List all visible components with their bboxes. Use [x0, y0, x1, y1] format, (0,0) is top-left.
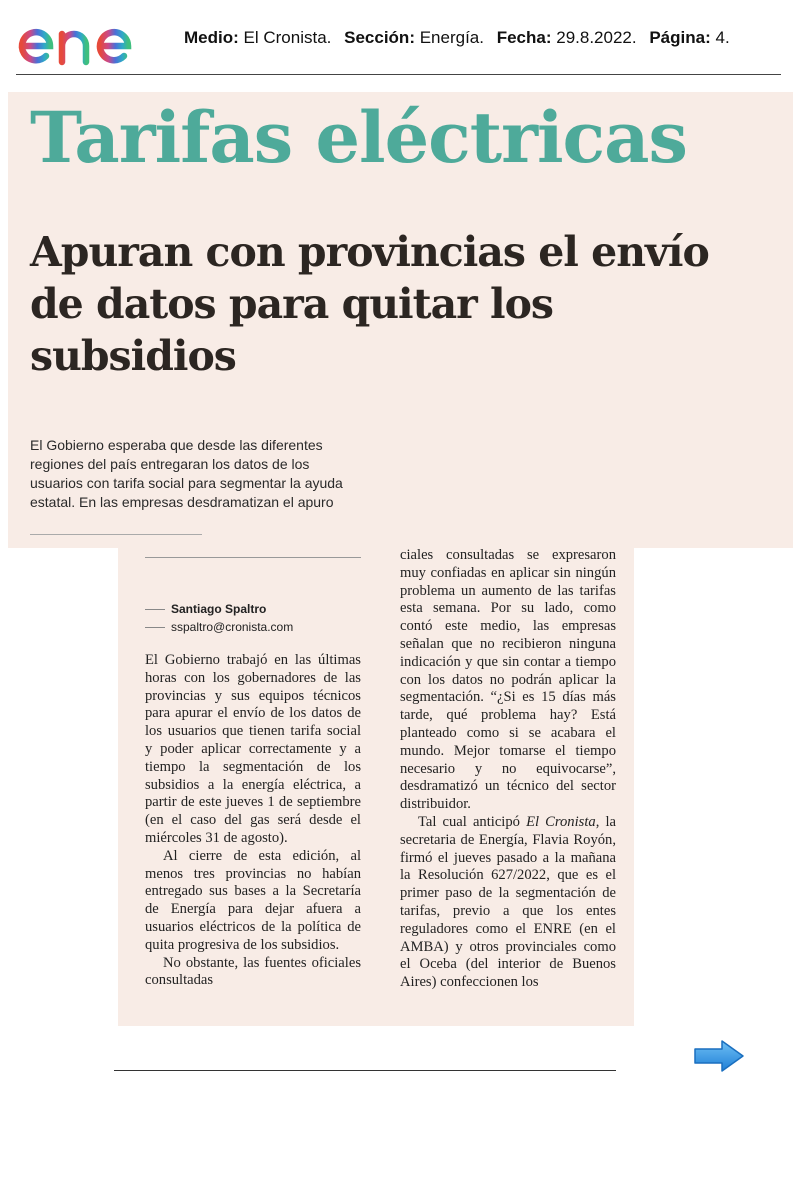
article-lead: El Gobierno esperaba que desde las diferentes regiones del país entregaran los datos de los usuarios con tarifa social para segmentar la ayuda estatal. En las empresas desdramatizan el apuro [30, 437, 343, 510]
seccion-value: Energía. [419, 28, 484, 47]
newspaper-name: El Cronista [526, 813, 596, 830]
paragraph: No obstante, las fuentes oficiales consultadas [145, 954, 361, 989]
article-column-1 [145, 652, 361, 1028]
paragraph-text: , la secretaria de Energía, Flavia Royón, firmó el jueves pasado a la mañana la Resolución 627/2022, que es el primer paso de la segmentación de tarifas, previo a que los entes reguladores como el ENRE (en el AMBA) y otros provinciales como el Oceba (del interior de Buenos Aires) confeccionen los [400, 813, 616, 991]
paragraph [400, 814, 616, 992]
lead-divider [30, 534, 202, 535]
header-divider [16, 74, 781, 75]
article-headline: Apuran con provincias el envío de datos para quitar los subsidios [30, 228, 709, 380]
paragraph: El Gobierno trabajó en las últimas horas con los gobernadores de las provincias y sus equipos técnicos para apurar el envío de los datos de los usuarios que tienen tarifa social y poder aplicar correctamente y a tiempo la segmentación de los subsidios a la energía eléctrica, a partir de este jueves 1 de septiembre (en el caso del gas será desde el miércoles 31 de agosto). [145, 652, 361, 846]
enel-logo [16, 8, 176, 70]
paragraph: Al cierre de esta edición, al menos tres provincias no habían entregado sus bases a la Secretaría de Energía para dejar afuera a usuarios eléctricos de la política de quita progresiva de los subsidios. [145, 847, 361, 953]
fecha-label: Fecha: [496, 28, 552, 47]
paragraph-text: Tal cual anticipó [418, 813, 527, 830]
pagina-value: 4. [715, 28, 730, 47]
right-arrow-icon[interactable] [692, 1038, 746, 1074]
medio-value: El Cronista. [243, 28, 332, 47]
fecha-value: 29.8.2022. [556, 28, 637, 47]
author-name: Santiago Spaltro [171, 602, 267, 616]
article-column-2 [400, 547, 616, 1027]
author-email: sspaltro@cronista.com [171, 620, 294, 634]
pagina-label: Página: [649, 28, 711, 47]
column-divider [145, 557, 361, 558]
footer-divider [114, 1070, 616, 1071]
section-title: Tarifas eléctricas [30, 96, 687, 179]
paragraph: ciales consultadas se expresaron muy confiadas en aplicar sin ningún problema un aumento de las tarifas esta semana. Por su lado, como contó este medio, las empresas señalan que no recibieron ninguna indicación y que sin contar a tiempo con los datos no podrán aplicar la segmentación. “¿Si es 15 días más tarde, qué problema hay? Está planteado como si se acabara el mundo. Mejor tomarse el tiempo necesario y no equivocarse”, desdramatizó un técnico del sector distribuidor. [400, 547, 616, 813]
seccion-label: Sección: [344, 28, 415, 47]
source-metadata [184, 28, 730, 48]
byline [145, 600, 293, 636]
medio-label: Medio: [184, 28, 239, 47]
